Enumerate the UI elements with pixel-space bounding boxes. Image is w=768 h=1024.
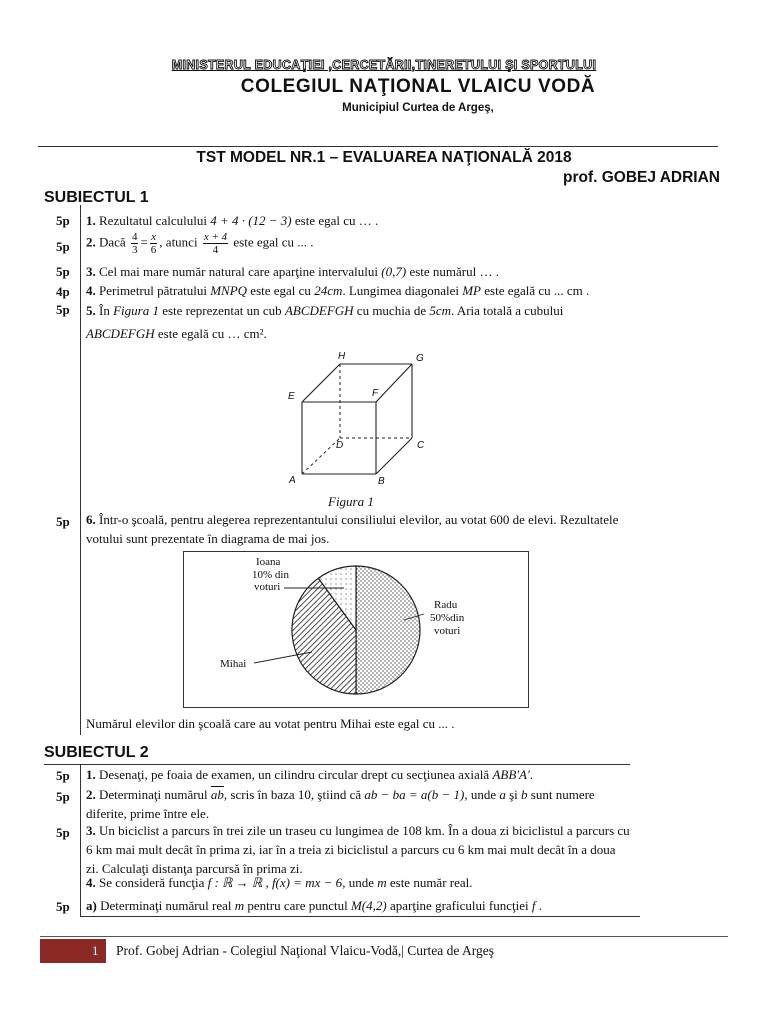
cube-figure <box>280 346 440 486</box>
q2-points: 5p <box>56 239 70 254</box>
q4-points: 4p <box>56 284 70 299</box>
pie-chart-box <box>183 551 529 708</box>
q6-question: Numărul elevilor din şcoală care au votat pentru Mihai este egal cu ... . <box>86 716 455 731</box>
q1-points: 5p <box>56 213 70 228</box>
subject1-margin-line <box>80 205 81 735</box>
cube-edge-bc <box>376 438 412 474</box>
cube-label-d: D <box>336 440 344 451</box>
cube-edge-fg <box>376 364 412 402</box>
footer-divider <box>40 936 728 937</box>
q5-text: 5. În Figura 1 este reprezentat un cub ABCDEFGH cu muchia de 5cm. Aria totală a cubului ABCDEFGH este egală cu … cm². <box>86 303 564 341</box>
cube-label-g: G <box>416 353 424 364</box>
s2q4-text: 4. Se consideră funcţia f : ℝ → ℝ , f(x) = mx − 6, unde m este număr real. <box>86 875 473 890</box>
cube-edge-ad <box>302 438 340 474</box>
pie-slice-radu <box>356 566 420 694</box>
cube-label-f: F <box>372 388 379 399</box>
page-title: TST MODEL NR.1 – EVALUAREA NAŢIONALĂ 2018 <box>196 149 572 166</box>
cube-caption: Figura 1 <box>328 494 374 509</box>
s2q2-text: 2. Determinaţi numărul $\overline{ab}$, scris în baza 10, ştiind că ab − ba = a(b − 1), unde a şi b sunt numere diferite, prime între ele. <box>86 787 595 821</box>
s2q3-points: 5p <box>56 825 70 840</box>
q2-text: 2. Dacă $\frac{4}{3}$ = $\frac{x}{6}$ , atunci $\frac{x + 4}{4}$ este egal cu ... . <box>86 231 314 256</box>
subject1-heading: SUBIECTUL 1 <box>44 189 149 206</box>
subject2-heading: SUBIECTUL 2 <box>44 744 149 761</box>
cube-label-e: E <box>288 391 295 402</box>
author-name: prof. GOBEJ ADRIAN <box>562 169 720 186</box>
cube-label-b: B <box>378 476 385 486</box>
pie-chart <box>184 552 528 707</box>
footer-page-box <box>40 939 106 963</box>
s2q4a-text: a) Determinaţi numărul real m pentru care punctul M(4,2) aparţine graficului funcţiei f . <box>86 898 542 913</box>
pie-label-mihai: Mihai <box>220 658 247 670</box>
subject2-bottom-line <box>80 916 640 917</box>
ministry-header: MINISTERUL EDUCAŢIEI ,CERCETĂRII,TINERETULUI ŞI SPORTULUI <box>171 58 597 72</box>
q4-text: 4. Perimetrul pătratului MNPQ este egal cu 24cm. Lungimea diagonalei MP este egală cu ... cm . <box>86 283 590 298</box>
pie-label-ioana-2: 10% din <box>252 569 289 581</box>
footer-text: Prof. Gobej Adrian - Colegiul Naţional Vlaicu-Vodă,| Curtea de Argeş <box>116 943 495 958</box>
school-city: Municipiul Curtea de Argeş, <box>342 102 494 114</box>
school-name: COLEGIUL NAŢIONAL VLAICU VODĂ <box>240 76 596 97</box>
header-divider <box>38 146 718 147</box>
pie-label-radu-3: voturi <box>434 625 461 637</box>
q3-text: 3. Cel mai mare număr natural care aparţine intervalului (0,7) este numărul … . <box>86 264 499 279</box>
pie-label-radu-1: Radu <box>434 599 458 611</box>
q3-points: 5p <box>56 264 70 279</box>
cube-label-a: A <box>289 475 296 486</box>
q1-text: 1. Rezultatul calculului 4 + 4 · (12 − 3) este egal cu … . <box>86 213 379 228</box>
s2q2-points: 5p <box>56 789 70 804</box>
q6-points: 5p <box>56 514 70 529</box>
subject2-margin-line <box>80 764 81 916</box>
page-number: 1 <box>92 943 99 958</box>
cube-label-h: H <box>338 351 346 362</box>
q6-text: 6. Într-o şcoală, pentru alegerea reprezentantului consiliului elevilor, au votat 600 de elevi. Rezultatele votului sunt prezentate în diagrama de mai jos. <box>86 512 619 546</box>
cube-edge-eh <box>302 364 340 402</box>
s2q3-text: 3. Un biciclist a parcurs în trei zile un traseu cu lungimea de 108 km. În a doua zi biciclistul a parcurs cu 6 km mai mult decât în prima zi, iar în a treia zi biciclistul a parcurs cu 6 km mai mult decât în a doua zi. Calculaţi distanţa parcursă în prima zi. <box>86 823 630 876</box>
s2q4a-points: 5p <box>56 899 70 914</box>
pie-label-radu-2: 50%din <box>430 612 465 624</box>
s2q1-text: 1. Desenaţi, pe foaia de examen, un cilindru circular drept cu secţiunea axială ABB'A'. <box>86 767 534 782</box>
pie-label-ioana-3: voturi <box>254 581 281 593</box>
s2q1-points: 5p <box>56 768 70 783</box>
pie-label-ioana-1: Ioana <box>256 556 281 568</box>
cube-label-c: C <box>417 440 425 451</box>
q5-points: 5p <box>56 302 70 317</box>
